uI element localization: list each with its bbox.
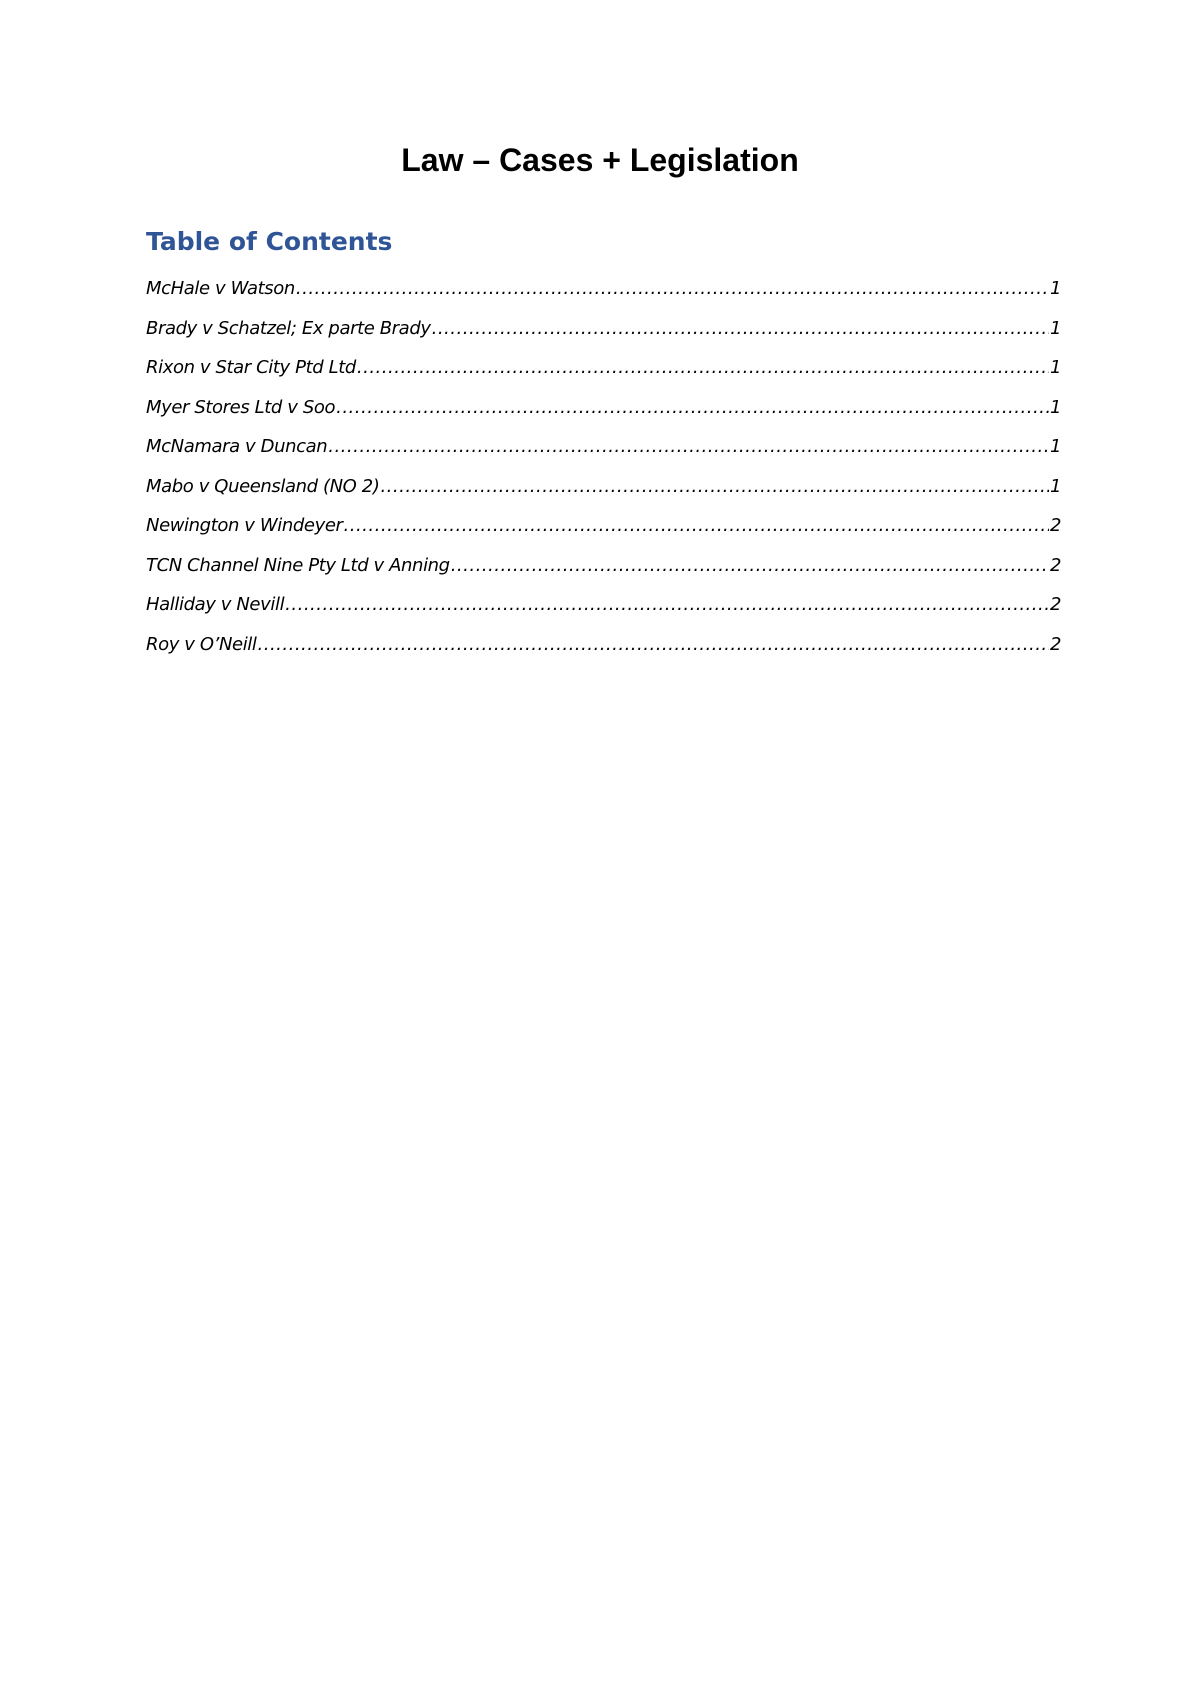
toc-dot-leader <box>357 354 1049 382</box>
toc-entry[interactable] <box>146 473 1061 513</box>
toc-entry[interactable] <box>146 394 1061 434</box>
toc-entry-title: McHale v Watson <box>146 278 295 299</box>
toc-entry[interactable] <box>146 275 1061 315</box>
toc-entry[interactable] <box>146 433 1061 473</box>
toc-entry-title: Rixon v Star City Ptd Ltd <box>146 357 356 378</box>
toc-entry-page-number: 2 <box>1049 594 1061 615</box>
toc-entry-title: Myer Stores Ltd v Soo <box>146 396 336 418</box>
toc-entry[interactable] <box>146 315 1061 355</box>
toc-entry-page-number: 1 <box>1049 357 1061 378</box>
toc-entry[interactable] <box>146 354 1061 394</box>
toc-dot-leader <box>328 433 1049 461</box>
toc-dot-leader <box>432 315 1049 343</box>
toc-dot-leader <box>336 394 1049 422</box>
toc-entry-title: Halliday v Nevill <box>146 594 285 615</box>
toc-dot-leader <box>296 275 1049 303</box>
toc-entry-page-number: 2 <box>1049 633 1061 655</box>
toc-entry-page-number: 1 <box>1049 436 1061 457</box>
toc-entry-page-number: 1 <box>1049 278 1061 299</box>
toc-entry-page-number: 2 <box>1049 515 1061 536</box>
toc-entry[interactable] <box>146 552 1061 592</box>
toc-entry-page-number: 1 <box>1049 396 1061 418</box>
toc-entry-page-number: 1 <box>1049 317 1061 339</box>
toc-entry-title: TCN Channel Nine Pty Ltd v Anning <box>146 554 450 576</box>
toc-entry-title: Mabo v Queensland (NO 2) <box>146 475 380 497</box>
toc-heading: Table of Contents <box>146 227 393 256</box>
toc-entry-title: Brady v Schatzel; Ex parte Brady <box>146 317 431 339</box>
toc-entry-title: McNamara v Duncan <box>146 436 328 457</box>
toc-entry[interactable] <box>146 512 1061 552</box>
toc-entry[interactable] <box>146 591 1061 631</box>
toc-dot-leader <box>344 512 1049 540</box>
toc-dot-leader <box>285 591 1049 619</box>
toc-entry-page-number: 1 <box>1049 475 1061 497</box>
table-of-contents <box>146 275 1061 670</box>
toc-entry[interactable] <box>146 631 1061 671</box>
toc-dot-leader <box>451 552 1049 580</box>
toc-dot-leader <box>258 631 1049 659</box>
document-title: Law – Cases + Legislation <box>401 142 799 178</box>
toc-entry-title: Newington v Windeyer <box>146 515 343 536</box>
toc-entry-page-number: 2 <box>1049 554 1061 576</box>
toc-entry-title: Roy v O’Neill <box>146 633 257 655</box>
toc-dot-leader <box>380 473 1048 501</box>
